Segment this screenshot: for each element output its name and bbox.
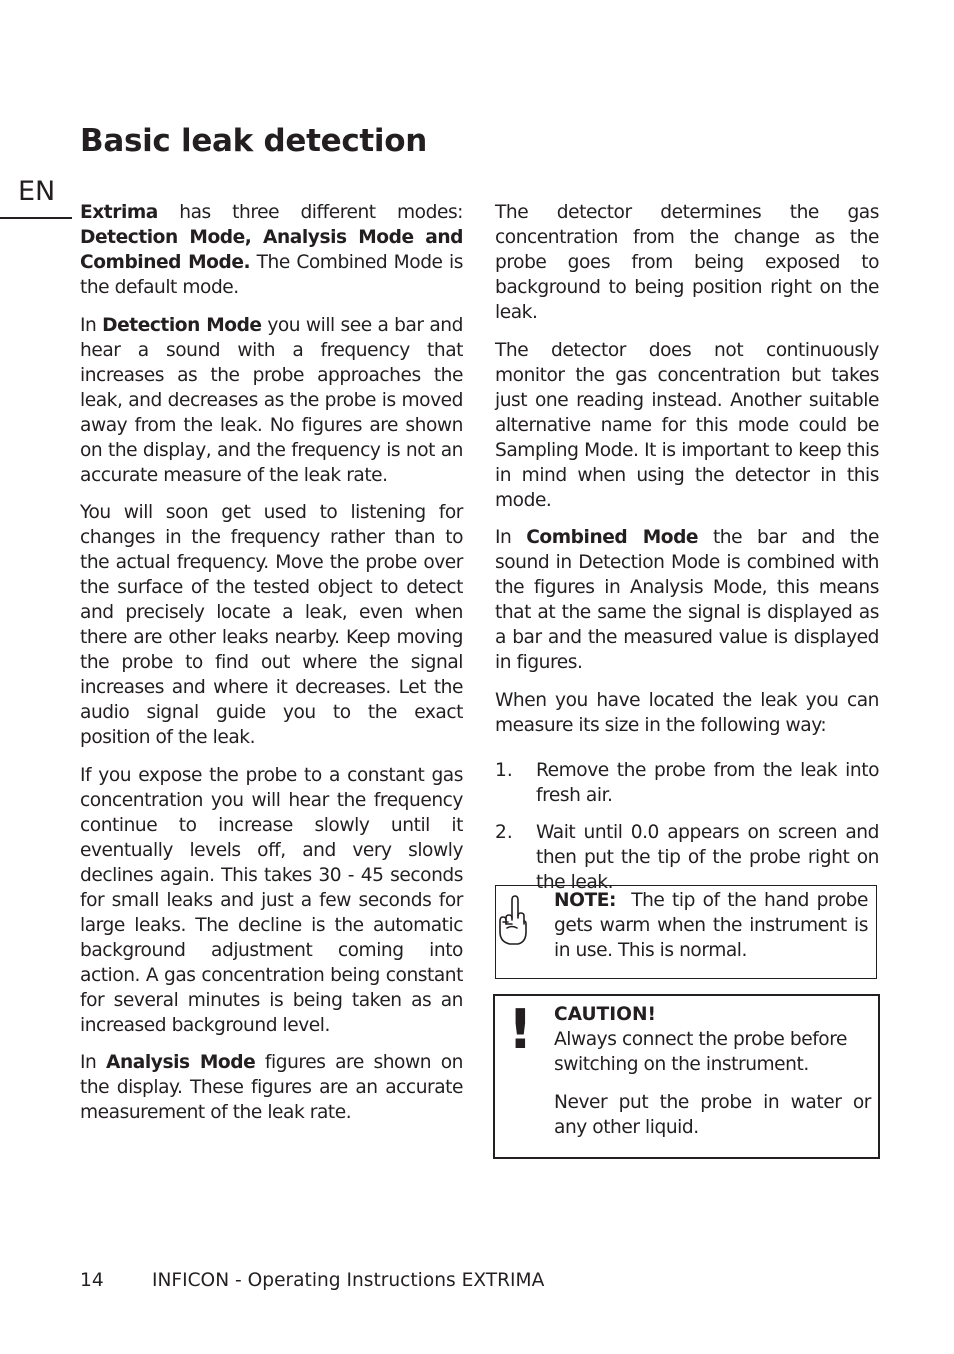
paragraph-modes: Extrima has three different modes: Detection Mode, Analysis Mode and Combined Mode. The Combined Mode is the default mode. xyxy=(80,202,463,298)
steps-list xyxy=(495,758,879,896)
paragraph-sampling: The detector does not continuously monitor the gas concentration but takes just one reading instead. Another suitable alternative name for this mode could be Sampling Mode. It is important to keep this in mind when using the detector in this mode. xyxy=(495,339,879,511)
pointing-hand-icon xyxy=(498,894,530,946)
paragraph-measure-intro: When you have located the leak you can measure its size in the following way: xyxy=(495,689,879,736)
caution-box xyxy=(493,994,880,1159)
list-item: 2. Wait until 0.0 appears on screen and then put the tip of the probe right on the leak. xyxy=(495,822,879,893)
paragraph-combined-mode: In Combined Mode the bar and the sound in Detection Mode is combined with the figures in Analysis Mode, this means that at the same the signal is displayed as a bar and the measured value is displayed in figures. xyxy=(495,527,879,673)
left-column xyxy=(80,200,463,1138)
caution-line-1: Always connect the probe before switching on the instrument. xyxy=(554,1029,848,1075)
language-tab: EN xyxy=(18,176,56,207)
paragraph-detection-mode: In Detection Mode you will see a bar and hear a sound with a frequency that increases as the probe approaches the leak, and decreases as the probe is moved away from the leak. No figures are shown on the display, and the frequency is not an accurate measure of the leak rate. xyxy=(80,314,463,486)
caution-line-2: Never put the probe in water or any other liquid. xyxy=(554,1091,871,1138)
footer-text: INFICON - Operating Instructions EXTRIMA xyxy=(152,1270,545,1291)
language-tab-rule xyxy=(0,217,72,219)
paragraph-analysis-mode: In Analysis Mode figures are shown on the display. These figures are an accurate measurement of the leak rate. xyxy=(80,1052,463,1123)
page-title: Basic leak detection xyxy=(80,123,428,159)
note-box xyxy=(495,885,877,979)
paragraph-gas-concentration: The detector determines the gas concentration from the change as the probe goes from being exposed to background to being position right on the leak. xyxy=(495,202,879,323)
paragraph-constant-gas: If you expose the probe to a constant gas concentration you will hear the frequency continue to increase slowly until it eventually levels off, and very slowly declines again. This takes 30 - 45 seconds for small leaks and just a few seconds for large leaks. The decline is the automatic background adjustment coming into action. A gas concentration being constant for several minutes is being taken as an increased background level. xyxy=(80,764,463,1036)
page-number: 14 xyxy=(80,1270,104,1291)
paragraph-listening: You will soon get used to listening for changes in the frequency rather than to the actual frequency. Move the probe over the surface of the tested object to detect and precisely locate a leak, even when there are other leaks nearby. Keep moving the probe to find out where the signal increases and where it decreases. Let the audio signal guide you to the exact position of the leak. xyxy=(80,502,463,748)
caution-text xyxy=(554,1002,871,1152)
note-text: NOTE: The tip of the hand probe gets warm when the instrument is in use. This is normal. xyxy=(554,890,874,961)
caution-label: CAUTION! xyxy=(554,1004,657,1025)
list-item: 1. Remove the probe from the leak into fresh air. xyxy=(495,759,879,806)
right-column xyxy=(495,200,879,908)
exclamation-icon: ! xyxy=(508,998,533,1061)
